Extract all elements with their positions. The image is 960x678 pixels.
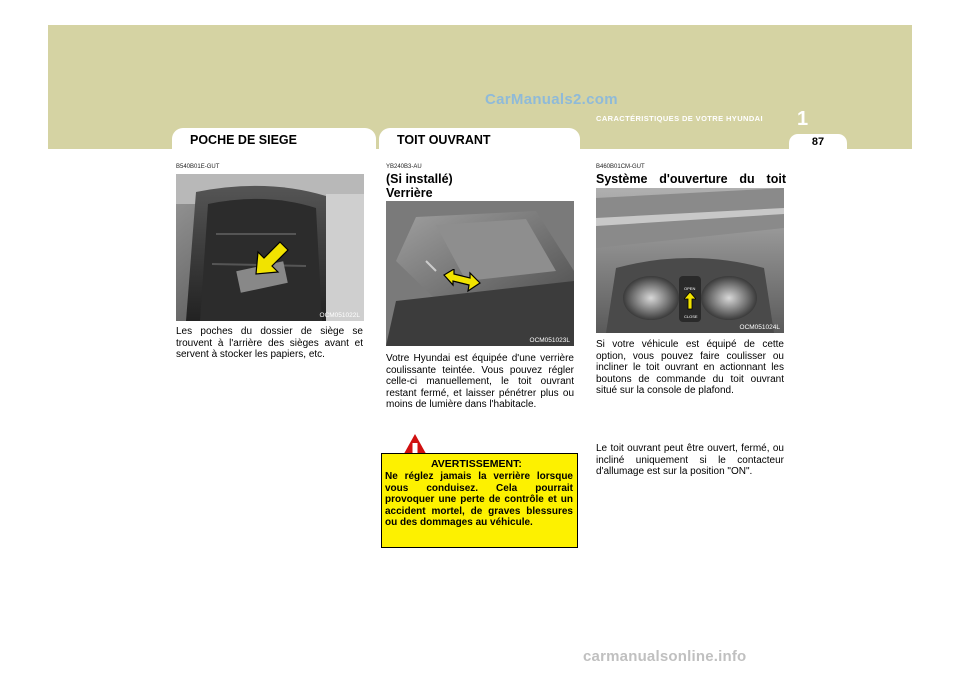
open-label: OPEN xyxy=(684,286,696,291)
close-label: CLOSE xyxy=(684,314,698,319)
warning-title: AVERTISSEMENT: xyxy=(431,458,522,470)
image-label: OCM051023L xyxy=(529,337,570,344)
down-arrow-icon xyxy=(250,240,290,280)
heading-si-installe: (Si installé) xyxy=(386,172,453,186)
section-code: B540B01E-GUT xyxy=(176,164,220,170)
heading-systeme-ouverture: Système d'ouverture du toit xyxy=(596,172,786,186)
tab-toit-ouvrant: TOIT OUVRANT xyxy=(379,128,580,150)
sunshade-text: Votre Hyundai est équipée d'une verrière coulissante teintée. Vous pouvez régler celle-ci manuellement, le toit ouvrant restant fermé, et laisser pénétrer plus ou moins de lumière dans l'habitacle. xyxy=(386,353,574,411)
warning-text: Ne réglez jamais la verrière lorsque vous conduisez. Cela pourrait provoquer une perte de contrôle et un accident mortel, de graves blessures ou des dommages au véhicule. xyxy=(385,471,573,529)
roof-system-text-1: Si votre véhicule est équipé de cette option, vous pouvez faire coulisser ou incliner le toit ouvrant en actionnant les boutons de commande du toit ouvrant situé sur la console de plafond. xyxy=(596,339,784,397)
up-arrow-icon xyxy=(684,292,696,310)
slide-arrow-icon xyxy=(442,269,482,293)
watermark-bottom[interactable]: carmanualsonline.info xyxy=(583,648,747,665)
section-code: YB240B3-AU xyxy=(386,164,422,170)
roof-console-photo xyxy=(596,188,784,333)
section-title: CARACTÉRISTIQUES DE VOTRE HYUNDAI xyxy=(596,114,763,123)
chapter-number: 1 xyxy=(797,108,809,130)
overhead-console-illustration xyxy=(596,188,784,333)
heading-verriere: Verrière xyxy=(386,186,433,200)
image-label: OCM051022L xyxy=(319,312,360,319)
image-label: OCM051024L xyxy=(739,324,780,331)
warning-box xyxy=(381,453,578,548)
page-number: 87 xyxy=(789,134,847,150)
seat-pocket-photo xyxy=(176,174,364,321)
sunshade-photo xyxy=(386,201,574,346)
seat-pocket-text: Les poches du dossier de siège se trouvent à l'arrière des sièges avant et servent à stocker les papiers, etc. xyxy=(176,326,363,361)
watermark-top[interactable]: CarManuals2.com xyxy=(485,91,618,108)
section-code: B460B01CM-GUT xyxy=(596,164,645,170)
roof-system-text-2: Le toit ouvrant peut être ouvert, fermé, ou incliné uniquement si le contacteur d'allumage est sur la position "ON". xyxy=(596,443,784,478)
tab-poche-de-siege: POCHE DE SIEGE xyxy=(172,128,376,150)
